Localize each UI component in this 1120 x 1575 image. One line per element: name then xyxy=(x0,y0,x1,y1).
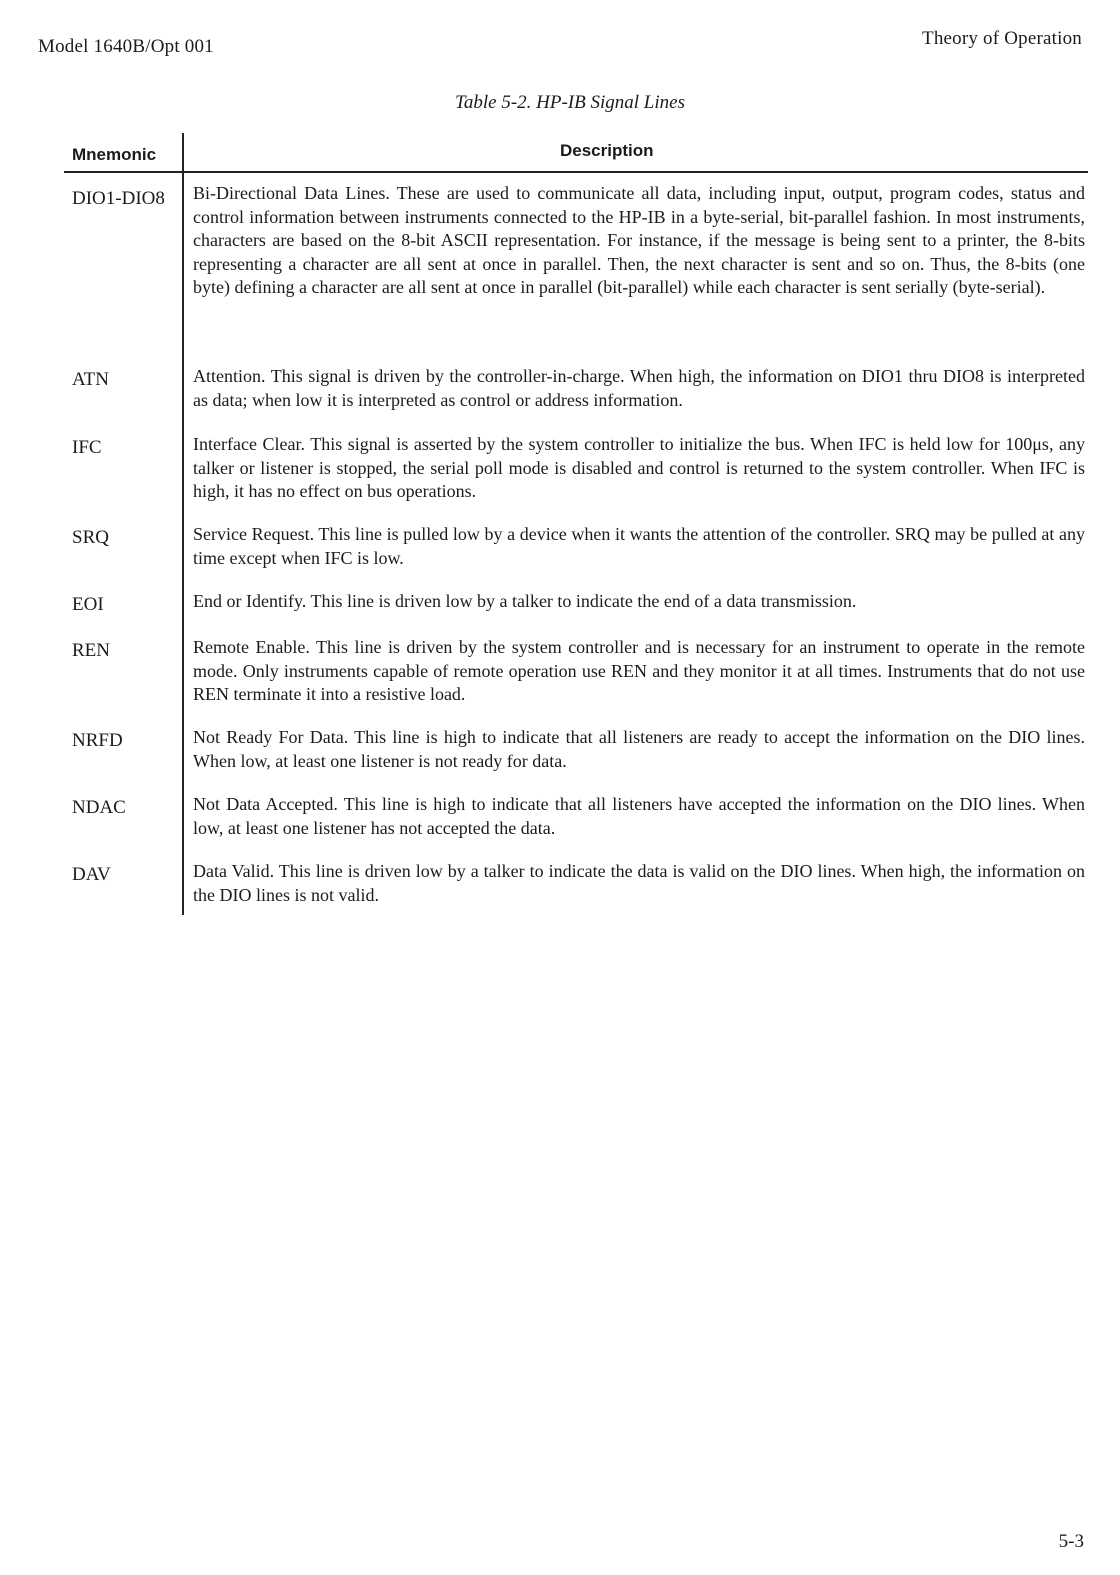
table-column-divider xyxy=(182,133,184,915)
row-mnemonic: NRFD xyxy=(72,730,123,751)
row-mnemonic: SRQ xyxy=(72,527,109,548)
row-description: Data Valid. This line is driven low by a talker to indicate the data is valid on the DIO lines. When high, the information on the DIO lines is not valid. xyxy=(193,861,1085,905)
row-mnemonic: ATN xyxy=(72,369,109,390)
row-description: Service Request. This line is pulled low by a device when it wants the attention of the controller. SRQ may be pulled at any time except when IFC is low. xyxy=(193,524,1085,568)
row-description: Remote Enable. This line is driven by the system controller and is necessary for an instrument to operate in the remote mode. Only instruments capable of remote operation use REN and they monitor it at all times. Instruments that do not use REN terminate it into a resistive load. xyxy=(193,637,1085,705)
row-description: Not Data Accepted. This line is high to indicate that all listeners have accepted the information on the DIO lines. When low, at least one listener has not accepted the data. xyxy=(193,794,1085,838)
header-section-title: Theory of Operation xyxy=(922,28,1082,49)
header-model: Model 1640B/Opt 001 xyxy=(38,36,214,57)
column-header-description: Description xyxy=(560,141,654,160)
row-mnemonic: NDAC xyxy=(72,797,126,818)
row-mnemonic: IFC xyxy=(72,437,102,458)
column-header-mnemonic: Mnemonic xyxy=(72,145,157,164)
row-description: Attention. This signal is driven by the controller-in-charge. When high, the information on DIO1 thru DIO8 is interpreted as data; when low it is interpreted as control or address information. xyxy=(193,366,1085,410)
row-mnemonic: EOI xyxy=(72,594,104,615)
page-number: 5-3 xyxy=(1058,1531,1084,1552)
row-description: Interface Clear. This signal is asserted by the system controller to initialize the bus. When IFC is held low for 100μs, any talker or listener is stopped, the serial poll mode is disabled and control is returned to the system controller. When IFC is high, it has no effect on bus operations. xyxy=(193,434,1085,502)
table-header-rule xyxy=(64,171,1088,173)
row-mnemonic: DIO1-DIO8 xyxy=(72,188,165,209)
row-description: Not Ready For Data. This line is high to indicate that all listeners are ready to accept the information on the DIO lines. When low, at least one listener is not ready for data. xyxy=(193,727,1085,771)
row-mnemonic: DAV xyxy=(72,864,111,885)
row-description: End or Identify. This line is driven low by a talker to indicate the end of a data transmission. xyxy=(193,591,857,611)
row-description: Bi-Directional Data Lines. These are used to communicate all data, including input, output, program codes, status and control information between instruments connected to the HP-IB in a byte-serial, bit-parallel fashion. In most instruments, characters are based on the 8-bit ASCII representation. For instance, if the message is being sent to a printer, the 8-bits representing a character are all sent at once in parallel. Then, the next character is sent and so on. Thus, the 8-bits (one byte) defining a character are all sent at once in parallel (bit-parallel) while each character is sent serially (byte-serial). xyxy=(193,183,1085,298)
row-mnemonic: REN xyxy=(72,640,110,661)
table-caption: Table 5-2. HP-IB Signal Lines xyxy=(455,92,685,113)
